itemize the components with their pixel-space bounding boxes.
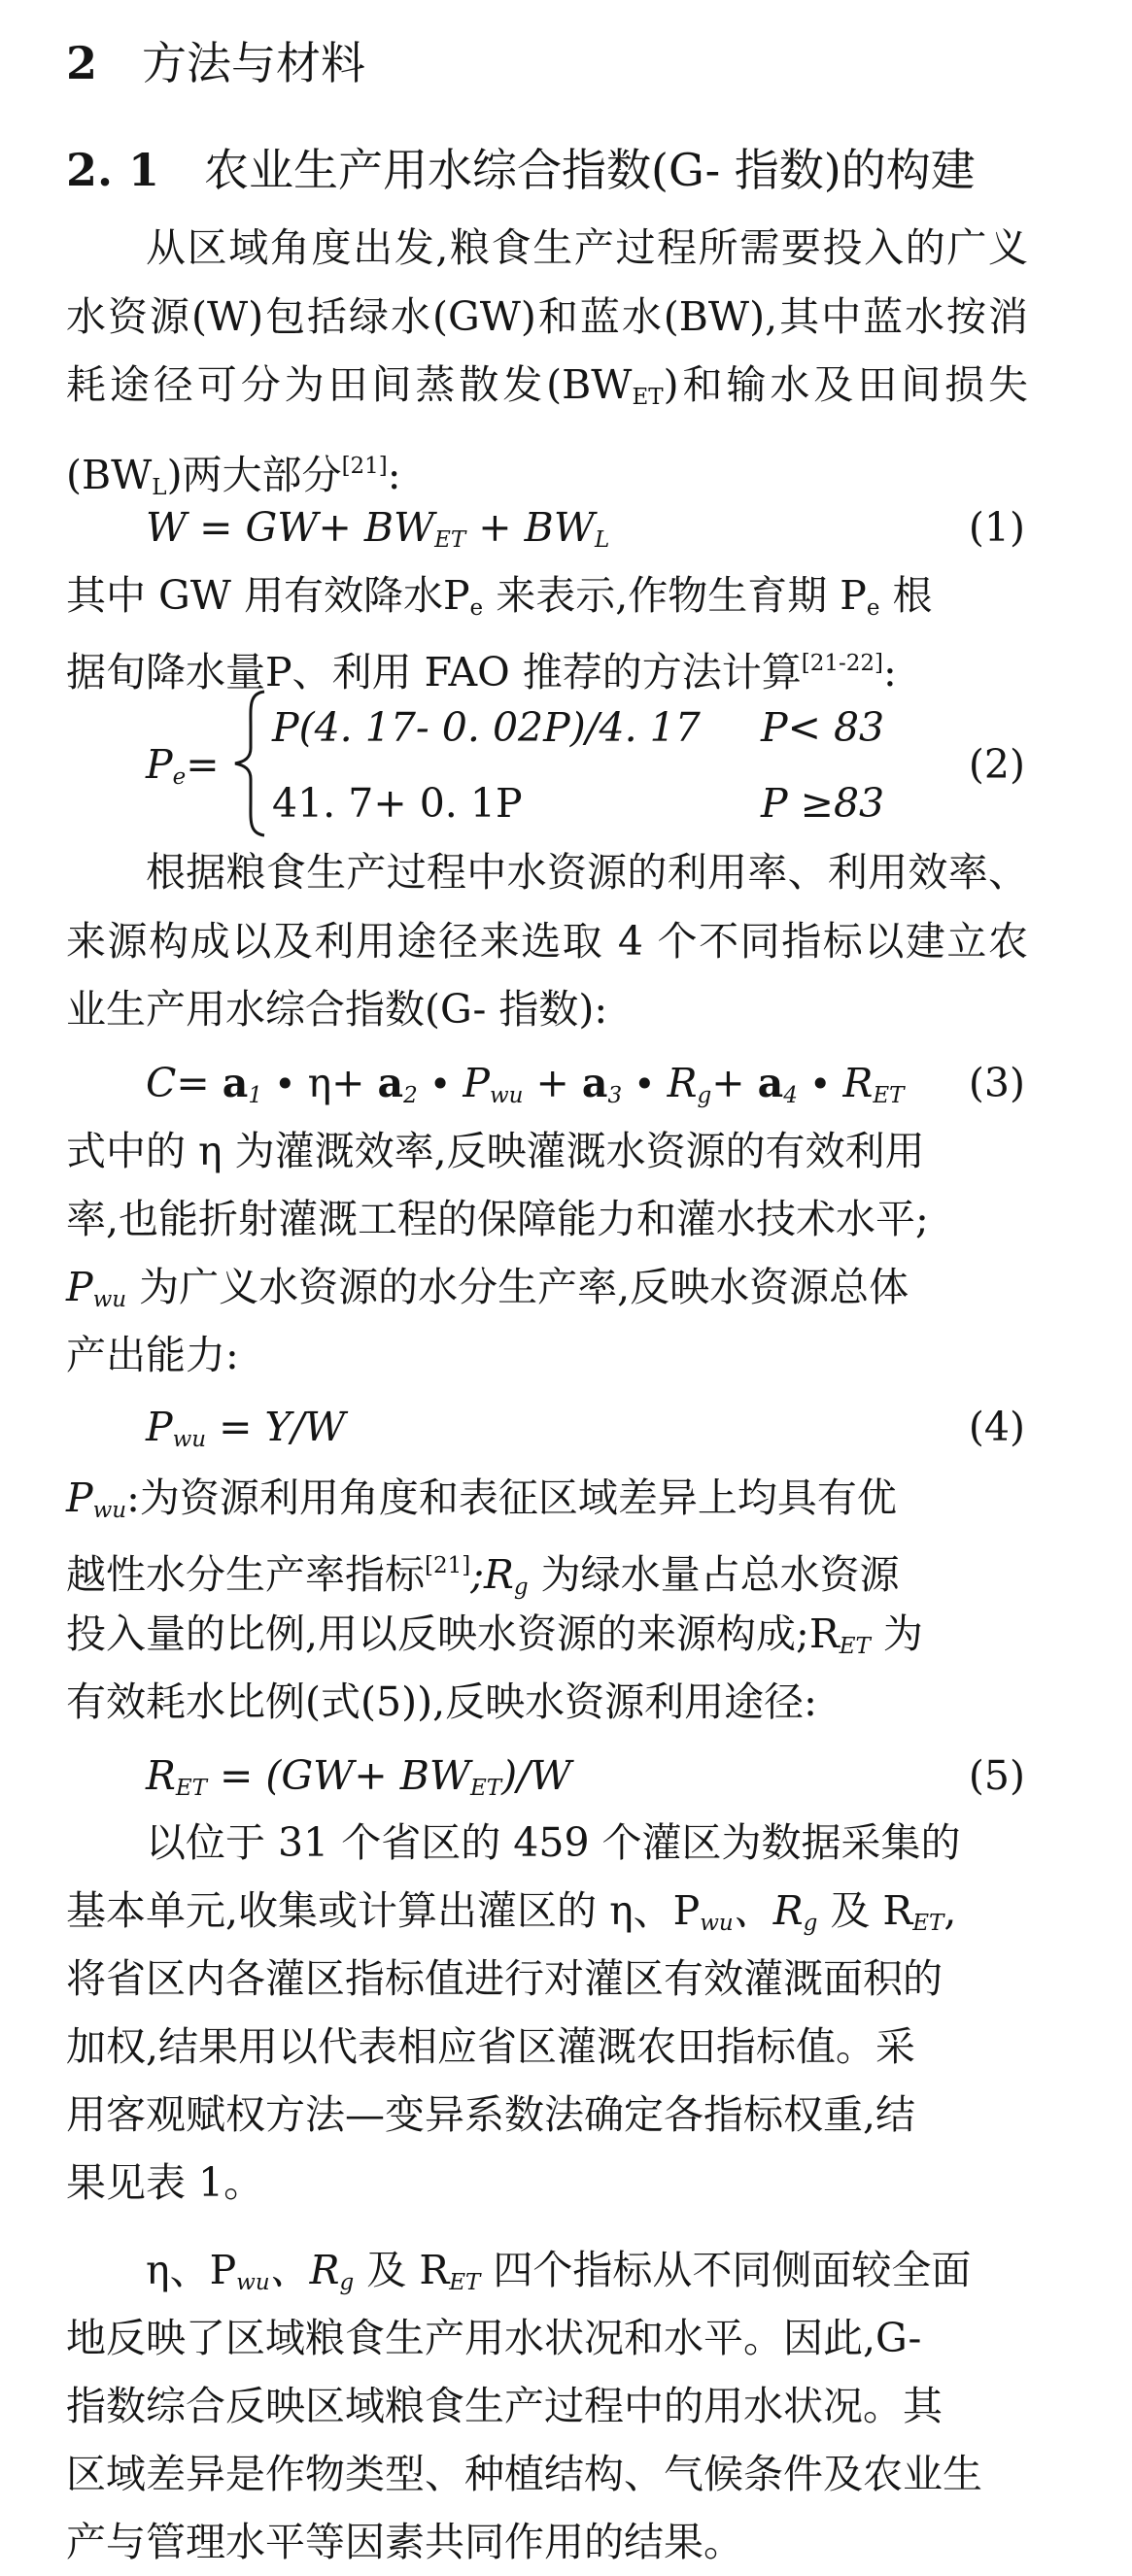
- subsection-number: 2. 1: [66, 144, 160, 196]
- equation-2-case-1-expression: P(4. 17- 0. 02P)/4. 17: [272, 704, 701, 751]
- citation: [21]: [341, 453, 388, 479]
- equation-5-number: (5): [968, 1752, 1025, 1799]
- equation-1: $W = GW+ BW_{ET} + BW_L$: [146, 504, 610, 553]
- paragraph-6-line-5: 用客观赋权方法—变异系数法确定各指标权重,结: [66, 2091, 916, 2138]
- paragraph-4-line-2: 率,也能折射灌溉工程的保障能力和灌水技术水平;: [66, 1196, 929, 1242]
- paragraph-7-line-2: 地反映了区域粮食生产用水状况和水平。因此,G-: [66, 2315, 922, 2361]
- paragraph-5-line-1: $P_{wu}$:为资源利用角度和表征区域差异上均具有优: [66, 1474, 897, 1523]
- paragraph-6-line-4: 加权,结果用以代表相应省区灌溉农田指标值。采: [66, 2023, 916, 2070]
- equation-2-case-1-condition: P< 83: [761, 704, 885, 751]
- paragraph-4-line-3: $P_{wu}$ 为广义水资源的水分生产率,反映水资源总体: [66, 1264, 909, 1312]
- citation: [21-22]: [801, 651, 884, 676]
- paragraph-6-line-1: 以位于 31 个省区的 459 个灌区为数据采集的: [146, 1819, 961, 1866]
- section-number: 2: [66, 37, 98, 89]
- equation-4-number: (4): [968, 1404, 1025, 1450]
- equation-2-lhs: $P_e=$: [146, 741, 220, 790]
- paragraph-5-line-3: 投入量的比例,用以反映水资源的来源构成$;R_{ET}$ 为: [66, 1610, 923, 1659]
- left-brace-icon: [231, 688, 270, 839]
- paragraph-7-line-1: η、$P_{wu}$、$R_g$ 及 $R_{ET}$ 四个指标从不同侧面较全面: [146, 2247, 972, 2295]
- equation-3-number: (3): [968, 1060, 1025, 1106]
- paragraph-7-line-3: 指数综合反映区域粮食生产过程中的用水状况。其: [66, 2383, 943, 2429]
- paragraph-7-line-4: 区域差异是作物类型、种植结构、气候条件及农业生: [66, 2451, 982, 2497]
- subsection-heading: [66, 136, 976, 204]
- section-title: 方法与材料: [142, 37, 366, 89]
- paragraph-5-line-2: 越性水分生产率指标$[21];R_g$ 为绿水量占总水资源: [66, 1551, 900, 1600]
- paragraph-2-line-2: 据旬降水量P、利用 FAO 推荐的方法计算[21-22]:: [66, 649, 897, 695]
- equation-3: $C= a_1$ • $\eta+ a_2$ • $P_{wu} + a_3$ • $R_g+ a_4$ • $R_{ET}$: [146, 1060, 905, 1108]
- equation-2-number: (2): [968, 741, 1025, 788]
- paragraph-3: 根据粮食生产过程中水资源的利用率、利用效率、来源构成以及利用途径来选取 4 个不同指标以建立农业生产用水综合指数(G- 指数):: [66, 849, 1028, 1034]
- section-heading: [66, 29, 365, 97]
- paragraph-2-line-1: 其中 GW 用有效降水$P_e$ 来表示,作物生育期 $P_e$ 根: [66, 572, 933, 621]
- paragraph-1: 从区域角度出发,粮食生产过程所需要投入的广义水资源(W)包括绿水(GW)和蓝水(BW),其中蓝水按消耗途径可分为田间蒸散发$(BW_{ET})$和输水及田间损失$(BW_L)$两大部分[21]:: [66, 224, 1028, 500]
- paragraph-6-line-3: 将省区内各灌区指标值进行对灌区有效灌溉面积的: [66, 1955, 943, 2002]
- paragraph-4-line-4: 产出能力:: [66, 1332, 239, 1378]
- paragraph-7-line-5: 产与管理水平等因素共同作用的结果。: [66, 2519, 743, 2565]
- citation: [21]: [425, 1553, 471, 1578]
- subsection-title: 农业生产用水综合指数(G- 指数)的构建: [204, 144, 976, 196]
- equation-2-case-2-expression: 41. 7+ 0. 1P: [272, 780, 523, 827]
- paragraph-6-line-2: 基本单元,收集或计算出灌区的 η、$P_{wu}$、$R_g$ 及 $R_{ET}$,: [66, 1887, 957, 1936]
- equation-4: $P_{wu} = Y/W$: [146, 1404, 346, 1452]
- equation-1-number: (1): [968, 504, 1025, 551]
- paragraph-5-line-4: 有效耗水比例(式(5)),反映水资源利用途径:: [66, 1678, 817, 1725]
- paragraph-4-line-1: 式中的 η 为灌溉效率,反映灌溉水资源的有效利用: [66, 1128, 925, 1174]
- equation-5: $R_{ET} = (GW+ BW_{ET})/W$: [146, 1752, 572, 1801]
- paragraph-6-line-6: 果见表 1。: [66, 2159, 264, 2206]
- equation-2-case-2-condition: P ≥83: [761, 780, 885, 827]
